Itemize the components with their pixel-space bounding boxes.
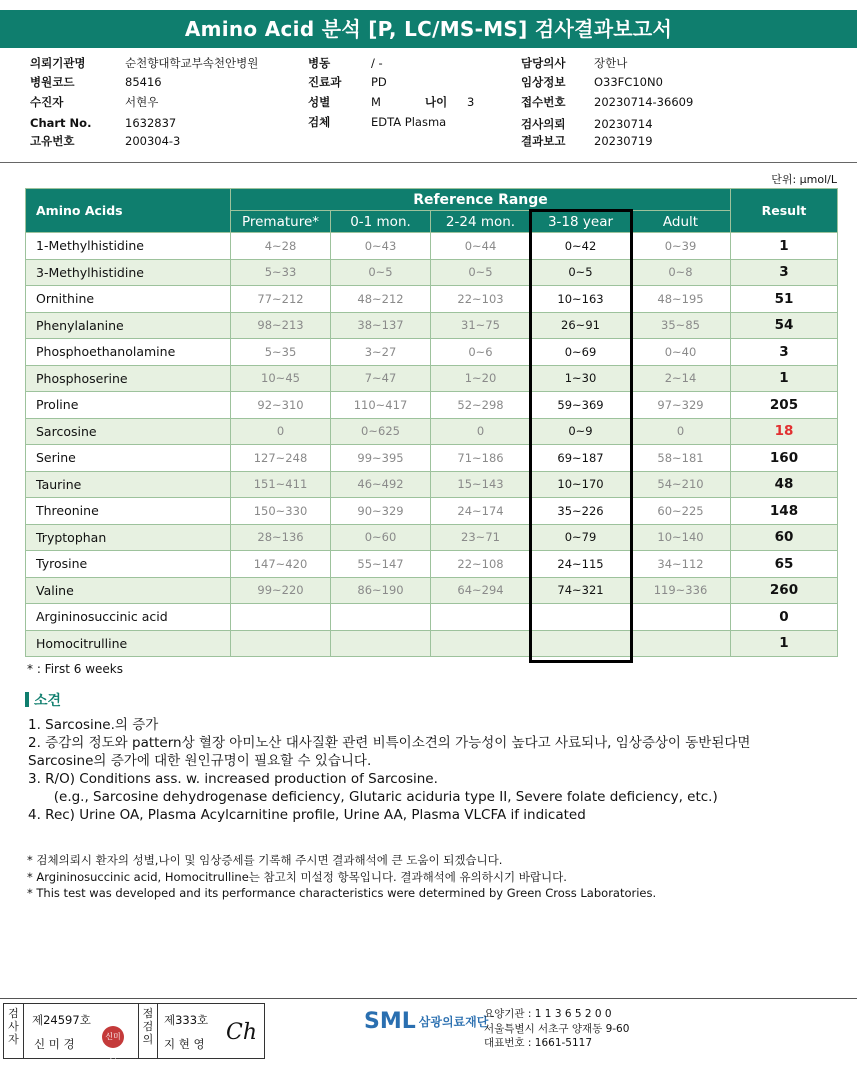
signature-box — [3, 1003, 265, 1063]
address-line: 서울특별시 서초구 양재동 9-60 — [484, 1022, 630, 1035]
result-value: 1 — [731, 630, 838, 657]
reference-range-cell: 5~33 — [231, 259, 331, 286]
info-label: 수진자 — [30, 95, 64, 109]
note-line: * Argininosuccinic acid, Homocitrulline는 참고치 미설정 항목입니다. 결과해석에 유의하시기 바랍니다. — [27, 869, 567, 884]
amino-acid-name: 1-Methylhistidine — [26, 233, 231, 260]
reference-range-cell: 0 — [431, 418, 531, 445]
amino-acid-name: Phenylalanine — [26, 312, 231, 339]
reference-range-cell: 5~35 — [231, 339, 331, 366]
result-value: 260 — [731, 577, 838, 604]
info-label: 진료과 — [308, 75, 342, 89]
amino-acid-name: Valine — [26, 577, 231, 604]
reference-range-cell: 1~30 — [531, 365, 631, 392]
checker-label: 점검의 — [138, 1004, 158, 1058]
tester-stamp: 신미경 — [102, 1026, 124, 1048]
note-line: * 검체의뢰시 환자의 성별,나이 및 임상증세를 기록해 주시면 결과해석에 큰 도움이 되겠습니다. — [27, 853, 503, 867]
reference-range-cell: 98~213 — [231, 312, 331, 339]
reference-range-cell: 147~420 — [231, 551, 331, 578]
result-value: 65 — [731, 551, 838, 578]
reference-range-cell: 10~140 — [631, 524, 731, 551]
info-value: 20230714-36609 — [594, 95, 694, 109]
reference-range-cell: 97~329 — [631, 392, 731, 419]
result-value: 160 — [731, 445, 838, 472]
table-row — [26, 498, 838, 525]
reference-range-cell: 90~329 — [331, 498, 431, 525]
reference-range-cell: 60~225 — [631, 498, 731, 525]
reference-range-cell: 127~248 — [231, 445, 331, 472]
reference-range-cell: 34~112 — [631, 551, 731, 578]
reference-range-cell: 55~147 — [331, 551, 431, 578]
table-row — [26, 577, 838, 604]
footer — [0, 998, 857, 1065]
result-value: 54 — [731, 312, 838, 339]
divider — [0, 162, 857, 163]
reference-range-cell: 151~411 — [231, 471, 331, 498]
reference-range-cell: 99~220 — [231, 577, 331, 604]
info-value: / - — [371, 56, 383, 70]
tester-number: 제24597호 — [32, 1013, 91, 1027]
reference-range-cell: 52~298 — [431, 392, 531, 419]
amino-acid-name: Proline — [26, 392, 231, 419]
reference-range-cell: 10~170 — [531, 471, 631, 498]
opinion-line: 2. 증감의 정도와 pattern상 혈장 아미노산 대사질환 관련 비특이소견의 가능성이 높다고 사료되나, 임상증상이 동반된다면 — [28, 735, 751, 751]
info-value: EDTA Plasma — [371, 115, 447, 129]
info-value: O33FC10N0 — [594, 75, 663, 89]
reference-range-cell — [331, 630, 431, 657]
amino-acid-name: Threonine — [26, 498, 231, 525]
reference-range-cell: 0~43 — [331, 233, 431, 260]
reference-range-cell: 7~47 — [331, 365, 431, 392]
note-line: * This test was developed and its performance characteristics were determined by Green Cross Laboratories. — [27, 886, 657, 900]
reference-range-cell: 0~60 — [331, 524, 431, 551]
reference-range-cell — [331, 604, 431, 631]
result-value: 1 — [731, 365, 838, 392]
reference-range-cell: 59~369 — [531, 392, 631, 419]
info-label: 병원코드 — [30, 75, 75, 89]
reference-range-cell — [231, 604, 331, 631]
table-row — [26, 259, 838, 286]
amino-acid-name: Homocitrulline — [26, 630, 231, 657]
amino-acid-name: Taurine — [26, 471, 231, 498]
result-value: 1 — [731, 233, 838, 260]
reference-range-cell: 46~492 — [331, 471, 431, 498]
reference-range-cell: 10~45 — [231, 365, 331, 392]
reference-range-cell: 0 — [631, 418, 731, 445]
reference-range-cell: 54~210 — [631, 471, 731, 498]
result-value: 48 — [731, 471, 838, 498]
info-label: 결과보고 — [521, 134, 566, 148]
reference-range-cell: 99~395 — [331, 445, 431, 472]
info-value: 85416 — [125, 75, 162, 89]
reference-range-cell: 0~39 — [631, 233, 731, 260]
reference-range-cell: 150~330 — [231, 498, 331, 525]
info-value: 장한나 — [594, 56, 628, 70]
reference-range-cell: 0~5 — [531, 259, 631, 286]
reference-range-cell: 0~44 — [431, 233, 531, 260]
amino-acid-name: Argininosuccinic acid — [26, 604, 231, 631]
reference-range-cell: 15~143 — [431, 471, 531, 498]
header-result: Result — [731, 189, 838, 233]
info-label: 의뢰기관명 — [30, 56, 86, 70]
reference-range-cell: 2~14 — [631, 365, 731, 392]
reference-range-cell: 28~136 — [231, 524, 331, 551]
amino-acid-name: 3-Methylhistidine — [26, 259, 231, 286]
table-row — [26, 524, 838, 551]
opinion-line: 3. R/O) Conditions ass. w. increased production of Sarcosine. — [28, 771, 438, 787]
institution-address — [484, 1007, 629, 1051]
info-value: 20230719 — [594, 134, 653, 148]
result-value: 3 — [731, 259, 838, 286]
reference-range-cell: 48~195 — [631, 286, 731, 313]
header-reference-range: Reference Range — [231, 189, 731, 211]
info-label: 병동 — [308, 56, 331, 70]
table-row — [26, 471, 838, 498]
info-value: 3 — [467, 95, 475, 109]
reference-range-cell — [431, 630, 531, 657]
info-label: 검체 — [308, 115, 331, 129]
header-amino-acids: Amino Acids — [26, 189, 231, 233]
info-value: 서현우 — [125, 95, 159, 109]
table-row — [26, 312, 838, 339]
reference-range-cell: 24~174 — [431, 498, 531, 525]
reference-range-cell: 35~226 — [531, 498, 631, 525]
tester-label: 검사자 — [4, 1004, 24, 1058]
reference-range-cell: 86~190 — [331, 577, 431, 604]
checker-name: 지 현 영 — [164, 1037, 205, 1051]
reference-range-cell: 0~42 — [531, 233, 631, 260]
sml-logo-mark: SML — [364, 1009, 416, 1034]
header-ref-col: Adult — [631, 211, 731, 233]
amino-acid-table — [25, 188, 838, 657]
reference-range-cell: 0~5 — [431, 259, 531, 286]
result-value: 3 — [731, 339, 838, 366]
result-value: 205 — [731, 392, 838, 419]
header-ref-col: 2-24 mon. — [431, 211, 531, 233]
reference-range-cell: 0~5 — [331, 259, 431, 286]
info-value: 200304-3 — [125, 134, 181, 148]
reference-range-cell: 58~181 — [631, 445, 731, 472]
reference-range-cell: 1~20 — [431, 365, 531, 392]
reference-range-cell: 4~28 — [231, 233, 331, 260]
info-label: 담당의사 — [521, 56, 566, 70]
result-value: 51 — [731, 286, 838, 313]
reference-range-cell: 38~137 — [331, 312, 431, 339]
header-ref-col: 3-18 year — [531, 211, 631, 233]
notes — [27, 852, 656, 902]
reference-range-cell: 10~163 — [531, 286, 631, 313]
org-name: 삼광의료재단 — [418, 1015, 489, 1029]
amino-acid-name: Phosphoethanolamine — [26, 339, 231, 366]
reference-range-cell — [631, 604, 731, 631]
reference-range-cell: 35~85 — [631, 312, 731, 339]
tester-name: 신 미 경 — [34, 1037, 75, 1051]
info-value: 순천향대학교부속천안병원 — [125, 56, 259, 70]
reference-range-cell: 77~212 — [231, 286, 331, 313]
reference-range-cell: 71~186 — [431, 445, 531, 472]
reference-range-cell: 0~8 — [631, 259, 731, 286]
table-row — [26, 630, 838, 657]
reference-range-cell: 74~321 — [531, 577, 631, 604]
table-row — [26, 604, 838, 631]
section-marker — [25, 692, 29, 707]
table-row — [26, 418, 838, 445]
reference-range-cell — [531, 604, 631, 631]
result-value: 60 — [731, 524, 838, 551]
reference-range-cell — [531, 630, 631, 657]
checker-number: 제333호 — [164, 1013, 209, 1027]
reference-range-cell: 24~115 — [531, 551, 631, 578]
reference-range-cell: 0~6 — [431, 339, 531, 366]
table-row — [26, 286, 838, 313]
result-value: 148 — [731, 498, 838, 525]
amino-acid-name: Phosphoserine — [26, 365, 231, 392]
reference-range-cell: 48~212 — [331, 286, 431, 313]
info-value: 20230714 — [594, 117, 653, 131]
checker-signature: Ch — [226, 1020, 258, 1045]
amino-acid-name: Ornithine — [26, 286, 231, 313]
reference-range-cell: 3~27 — [331, 339, 431, 366]
table-row — [26, 551, 838, 578]
info-label: 접수번호 — [521, 95, 566, 109]
reference-range-cell: 119~336 — [631, 577, 731, 604]
amino-acid-name: Tyrosine — [26, 551, 231, 578]
address-line: 대표번호 : 1661-5117 — [484, 1037, 593, 1049]
info-label: 고유번호 — [30, 134, 75, 148]
reference-range-cell: 69~187 — [531, 445, 631, 472]
reference-range-cell: 26~91 — [531, 312, 631, 339]
info-label: 나이 — [425, 95, 448, 109]
reference-range-cell: 22~108 — [431, 551, 531, 578]
table-row — [26, 233, 838, 260]
header-ref-col: Premature* — [231, 211, 331, 233]
reference-range-cell: 0~69 — [531, 339, 631, 366]
opinion-line: Sarcosine의 증가에 대한 원인규명이 필요할 수 있습니다. — [28, 753, 372, 769]
info-label: 성별 — [308, 95, 331, 109]
amino-acid-name: Tryptophan — [26, 524, 231, 551]
info-value: M — [371, 95, 381, 109]
reference-range-cell — [431, 604, 531, 631]
reference-range-cell — [231, 630, 331, 657]
reference-range-cell: 0~9 — [531, 418, 631, 445]
header-ref-col: 0-1 mon. — [331, 211, 431, 233]
reference-range-cell — [631, 630, 731, 657]
reference-range-cell: 23~71 — [431, 524, 531, 551]
info-label: Chart No. — [30, 116, 92, 130]
reference-range-cell: 22~103 — [431, 286, 531, 313]
premature-footnote: * : First 6 weeks — [27, 662, 123, 676]
unit-label: 단위: µmol/L — [771, 173, 837, 186]
sml-logo — [364, 1009, 488, 1034]
result-value: 18 — [731, 418, 838, 445]
reference-range-cell: 64~294 — [431, 577, 531, 604]
table-row — [26, 339, 838, 366]
opinion-line: (e.g., Sarcosine dehydrogenase deficiency, Glutaric aciduria type II, Severe folate deficiency, etc.) — [28, 789, 718, 805]
opinion-title-text: 소견 — [34, 693, 62, 709]
info-label: 검사의뢰 — [521, 117, 566, 131]
opinion-title — [25, 690, 61, 710]
table-row — [26, 445, 838, 472]
amino-acid-name: Serine — [26, 445, 231, 472]
reference-range-cell: 0~625 — [331, 418, 431, 445]
reference-range-cell: 0~40 — [631, 339, 731, 366]
reference-range-cell: 31~75 — [431, 312, 531, 339]
info-value: PD — [371, 75, 387, 89]
reference-range-cell: 110~417 — [331, 392, 431, 419]
opinion-line: 1. Sarcosine.의 증가 — [28, 717, 159, 733]
opinion-text — [28, 716, 750, 824]
reference-range-cell: 0 — [231, 418, 331, 445]
info-value: 1632837 — [125, 116, 177, 130]
result-value: 0 — [731, 604, 838, 631]
table-row — [26, 365, 838, 392]
address-line: 요양기관 : 1 1 3 6 5 2 0 0 — [484, 1008, 612, 1020]
amino-acid-name: Sarcosine — [26, 418, 231, 445]
opinion-line: 4. Rec) Urine OA, Plasma Acylcarnitine profile, Urine AA, Plasma VLCFA if indicated — [28, 807, 586, 823]
info-label: 임상정보 — [521, 75, 566, 89]
report-title: Amino Acid 분석 [P, LC/MS-MS] 검사결과보고서 — [0, 10, 857, 48]
table-row — [26, 392, 838, 419]
reference-range-cell: 0~79 — [531, 524, 631, 551]
reference-range-cell: 92~310 — [231, 392, 331, 419]
